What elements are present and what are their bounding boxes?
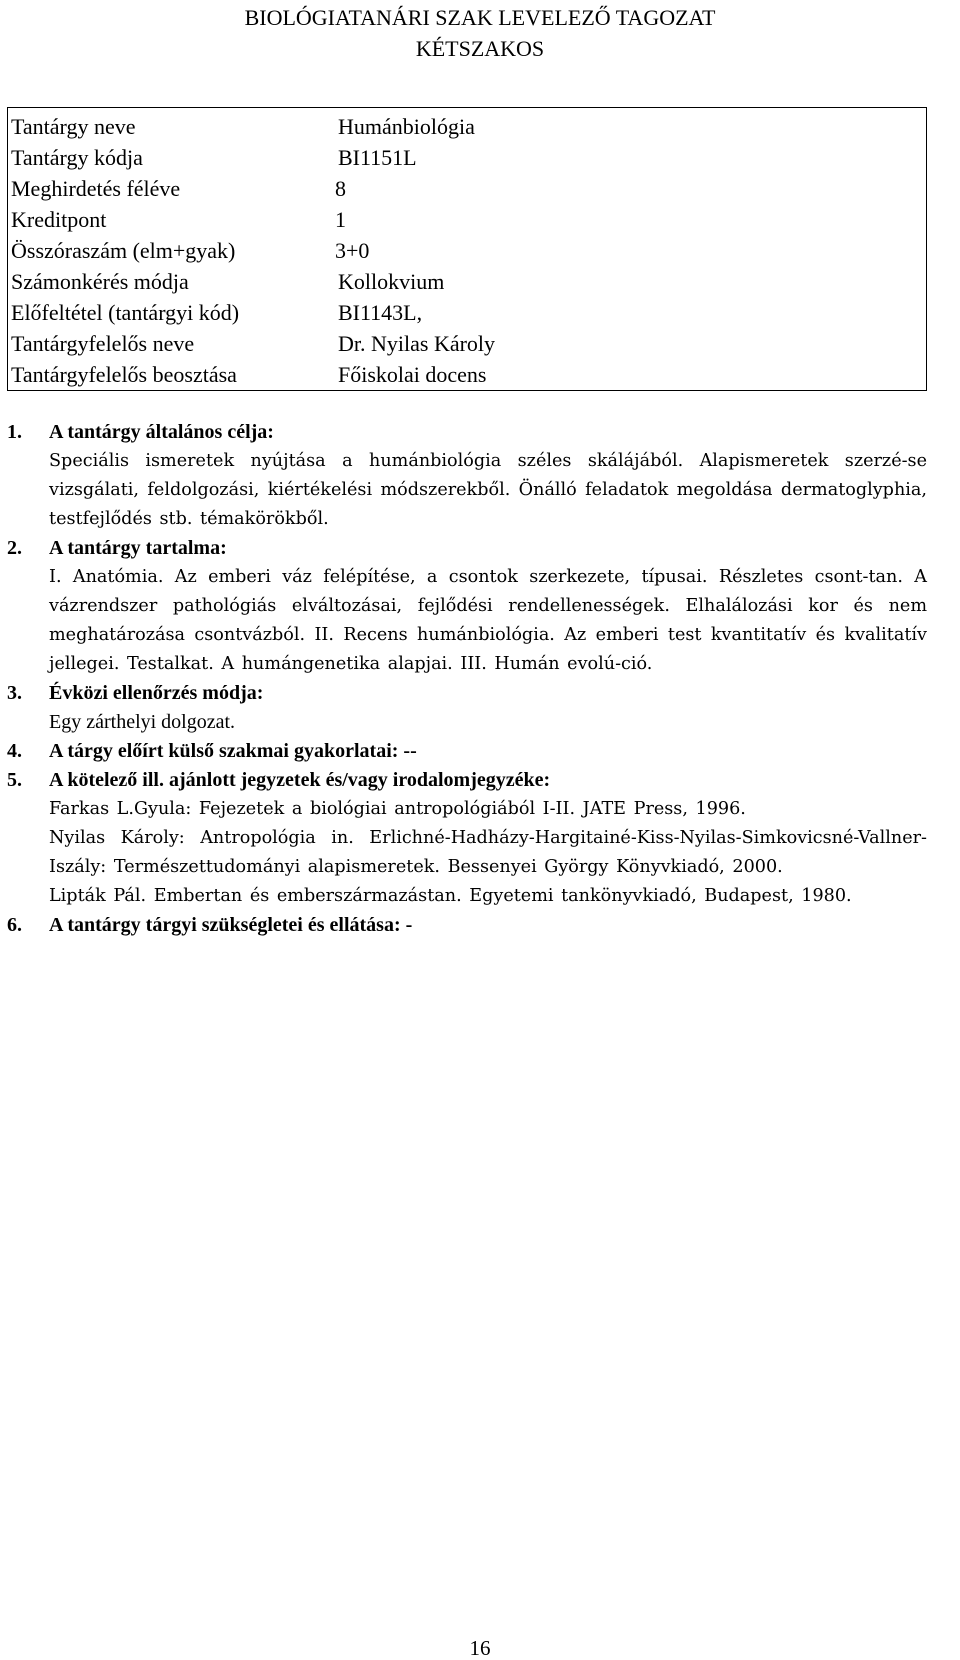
- subject-value: 8: [335, 176, 346, 201]
- subject-label: Tantárgy kódja: [11, 145, 143, 170]
- subject-row-exam-type: [8, 266, 926, 297]
- subject-value: Kollokvium: [338, 269, 445, 294]
- section-number: 5.: [7, 769, 22, 791]
- section-heading: [7, 737, 927, 766]
- section-number: 6.: [7, 914, 22, 936]
- subject-label: Előfeltétel (tantárgyi kód): [11, 300, 240, 325]
- subject-row-credits: [8, 204, 926, 235]
- section-heading: [7, 911, 927, 940]
- section-number: 2.: [7, 537, 22, 559]
- reference-item: Farkas L.Gyula: Fejezetek a biológiai antropológiából I-II. JATE Press, 1996.: [49, 799, 746, 819]
- subject-row-responsible: [8, 328, 926, 359]
- section-title: A tárgy előírt külső szakmai gyakorlatai: --: [49, 740, 417, 762]
- subject-label: Összóraszám (elm+gyak): [11, 238, 236, 263]
- subject-info-table: [7, 107, 927, 391]
- subject-value: BI1151L: [338, 145, 417, 170]
- subject-label: Tantárgyfelelős neve: [11, 331, 195, 356]
- subject-row-semester: [8, 173, 926, 204]
- subject-value: 3+0: [335, 238, 370, 263]
- subject-label: Meghirdetés féléve: [11, 176, 181, 201]
- subject-row-hours: [8, 235, 926, 266]
- section-heading: [7, 534, 927, 563]
- syllabus-content: [7, 418, 927, 940]
- reference-item: Nyilas Károly: Antropológia in. Erlichné-Hadházy-Hargitainé-Kiss-Nyilas-Simkovicsné-Vallner-Iszály: Természettudományi alapismeretek. Bessenyei György Könyvkiadó, 2000.: [49, 828, 927, 877]
- section-number: 3.: [7, 682, 22, 704]
- subject-value: Dr. Nyilas Károly: [338, 331, 496, 356]
- subject-value: Humánbiológia: [338, 114, 475, 139]
- section-title: A kötelező ill. ajánlott jegyzetek és/vagy irodalomjegyzéke:: [49, 769, 551, 791]
- subject-row-code: [8, 142, 926, 173]
- section-number: 4.: [7, 740, 22, 762]
- subject-label: Tantárgyfelelős beosztása: [11, 362, 237, 387]
- reference-list: [7, 795, 927, 911]
- page-header: [0, 2, 960, 64]
- section-title: A tantárgy általános célja:: [49, 421, 274, 443]
- section-heading: [7, 679, 927, 708]
- subject-row-position: [8, 359, 926, 390]
- section-body: [7, 708, 927, 737]
- subject-value: BI1143L,: [338, 300, 423, 325]
- section-title: A tantárgy tárgyi szükségletei és ellátása: -: [49, 914, 413, 936]
- header-subtitle: KÉTSZAKOS: [415, 36, 545, 61]
- section-title: Évközi ellenőrzés módja:: [49, 682, 264, 704]
- header-title: BIOLÓGIATANÁRI SZAK LEVELEZŐ TAGOZAT: [244, 5, 716, 30]
- subject-label: Kreditpont: [11, 207, 107, 232]
- subject-row-name: [8, 111, 926, 142]
- subject-value: Főiskolai docens: [338, 362, 487, 387]
- section-heading: [7, 418, 927, 447]
- subject-row-prerequisite: [8, 297, 926, 328]
- subject-value: 1: [335, 207, 346, 232]
- section-title: A tantárgy tartalma:: [49, 537, 227, 559]
- subject-label: Tantárgy neve: [11, 114, 136, 139]
- page-number: 16: [469, 1636, 491, 1660]
- section-body: [7, 447, 927, 534]
- section-text: I. Anatómia. Az emberi váz felépítése, a csontok szerkezete, típusai. Részletes csont-tan. A vázrendszer pathológiás elváltozásai, fejlődési rendellenességek. Elhalálozási kor és nem meghatározása csontvázból. II. Recens humánbiológia. Az emberi test kvantitatív és kvalitatív jellegei. Testalkat. A humángenetika alapjai. III. Humán evolú-ció.: [49, 567, 927, 674]
- section-text: Egy zárthelyi dolgozat.: [49, 711, 236, 733]
- section-body: [7, 563, 927, 679]
- section-heading: [7, 766, 927, 795]
- section-number: 1.: [7, 421, 22, 443]
- section-text: Speciális ismeretek nyújtása a humánbiológia széles skálájából. Alapismeretek szerzé-se vizsgálati, feldolgozási, kiértékelési módszerekből. Önálló feladatok megoldása dermatoglyphia, testfejlődés stb. témakörökből.: [49, 451, 927, 529]
- reference-item: Lipták Pál. Embertan és emberszármazástan. Egyetemi tankönyvkiadó, Budapest, 1980.: [49, 886, 852, 906]
- subject-label: Számonkérés módja: [11, 269, 189, 294]
